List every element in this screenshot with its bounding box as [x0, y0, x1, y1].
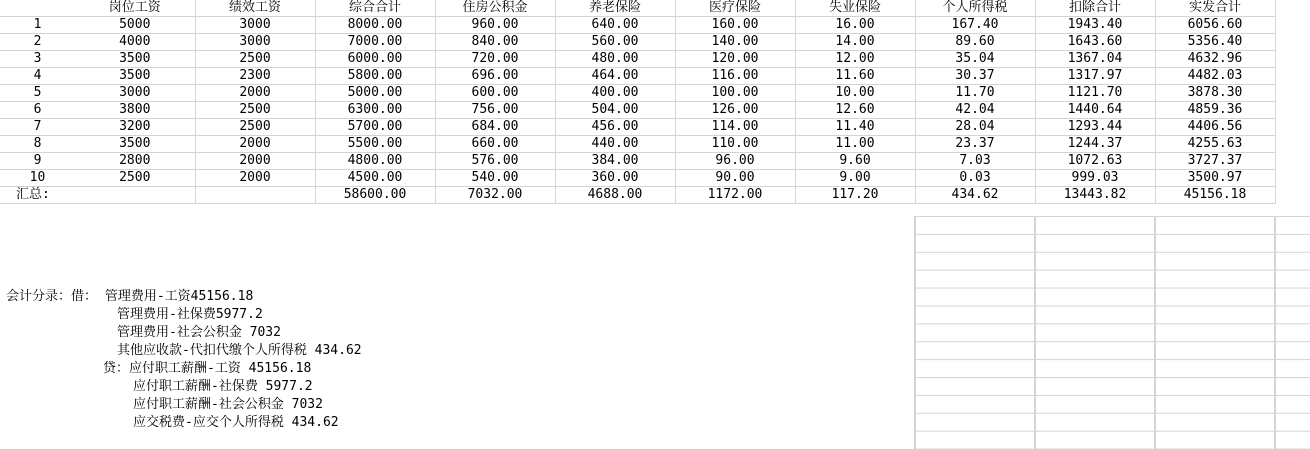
cell[interactable]: 4500.00 — [315, 170, 435, 187]
cell[interactable]: 560.00 — [555, 34, 675, 51]
cell[interactable]: 360.00 — [555, 170, 675, 187]
cell[interactable]: 456.00 — [555, 119, 675, 136]
cell[interactable]: 140.00 — [675, 34, 795, 51]
cell[interactable]: 464.00 — [555, 68, 675, 85]
cell[interactable]: 58600.00 — [315, 187, 435, 204]
cell[interactable]: 7000.00 — [315, 34, 435, 51]
cell[interactable]: 100.00 — [675, 85, 795, 102]
cell[interactable]: 医疗保险 — [675, 0, 795, 17]
cell[interactable]: 696.00 — [435, 68, 555, 85]
cell[interactable]: 3000 — [75, 85, 195, 102]
cell[interactable]: 2300 — [195, 68, 315, 85]
cell[interactable]: 117.20 — [795, 187, 915, 204]
cell[interactable]: 116.00 — [675, 68, 795, 85]
cell[interactable]: 1244.37 — [1035, 136, 1155, 153]
cell[interactable]: 2 — [0, 34, 75, 51]
cell[interactable]: 1317.97 — [1035, 68, 1155, 85]
cell[interactable]: 岗位工资 — [75, 0, 195, 17]
cell[interactable]: 4800.00 — [315, 153, 435, 170]
cell[interactable]: 440.00 — [555, 136, 675, 153]
journal-line[interactable]: 会计分录：借： 管理费用-工资45156.18 — [6, 289, 254, 304]
cell[interactable]: 504.00 — [555, 102, 675, 119]
cell[interactable]: 失业保险 — [795, 0, 915, 17]
journal-line[interactable]: 管理费用-社会公积金 7032 — [117, 325, 281, 340]
cell[interactable] — [75, 187, 195, 204]
cell[interactable]: 160.00 — [675, 17, 795, 34]
cell[interactable]: 28.04 — [915, 119, 1035, 136]
table-row — [0, 85, 1275, 102]
cell[interactable]: 90.00 — [675, 170, 795, 187]
cell[interactable]: 7.03 — [915, 153, 1035, 170]
table-row — [0, 102, 1275, 119]
cell[interactable]: 4000 — [75, 34, 195, 51]
cell[interactable]: 11.60 — [795, 68, 915, 85]
cell[interactable]: 6300.00 — [315, 102, 435, 119]
cell[interactable]: 3500.97 — [1155, 170, 1275, 187]
cell[interactable]: 576.00 — [435, 153, 555, 170]
cell[interactable]: 720.00 — [435, 51, 555, 68]
cell[interactable]: 扣除合计 — [1035, 0, 1155, 17]
cell[interactable]: 3500 — [75, 51, 195, 68]
cell[interactable]: 384.00 — [555, 153, 675, 170]
cell[interactable]: 5500.00 — [315, 136, 435, 153]
cell[interactable]: 96.00 — [675, 153, 795, 170]
cell[interactable]: 6056.60 — [1155, 17, 1275, 34]
cell[interactable]: 3878.30 — [1155, 85, 1275, 102]
journal-line[interactable]: 贷：应付职工薪酬-工资 45156.18 — [103, 361, 312, 376]
cell[interactable]: 4859.36 — [1155, 102, 1275, 119]
cell[interactable]: 3727.37 — [1155, 153, 1275, 170]
cell[interactable]: 960.00 — [435, 17, 555, 34]
summary-row — [0, 187, 1275, 204]
cell[interactable]: 5700.00 — [315, 119, 435, 136]
cell[interactable]: 7032.00 — [435, 187, 555, 204]
cell[interactable]: 2500 — [75, 170, 195, 187]
cell[interactable]: 1440.64 — [1035, 102, 1155, 119]
cell[interactable]: 1121.70 — [1035, 85, 1155, 102]
cell[interactable]: 养老保险 — [555, 0, 675, 17]
cell[interactable]: 16.00 — [795, 17, 915, 34]
cell[interactable]: 个人所得税 — [915, 0, 1035, 17]
cell[interactable]: 5000.00 — [315, 85, 435, 102]
cell[interactable]: 660.00 — [435, 136, 555, 153]
cell[interactable]: 2800 — [75, 153, 195, 170]
cell[interactable]: 0.03 — [915, 170, 1035, 187]
cell[interactable]: 35.04 — [915, 51, 1035, 68]
cell[interactable]: 684.00 — [435, 119, 555, 136]
cell[interactable]: 6 — [0, 102, 75, 119]
table-row — [0, 136, 1275, 153]
journal-line[interactable]: 应付职工薪酬-社会公积金 7032 — [133, 397, 323, 412]
cell[interactable]: 999.03 — [1035, 170, 1155, 187]
cell[interactable]: 9.60 — [795, 153, 915, 170]
cell[interactable]: 5800.00 — [315, 68, 435, 85]
cell[interactable]: 1172.00 — [675, 187, 795, 204]
cell[interactable] — [195, 187, 315, 204]
cell[interactable]: 2500 — [195, 102, 315, 119]
table-row — [0, 34, 1275, 51]
journal-line[interactable]: 其他应收款-代扣代缴个人所得税 434.62 — [117, 343, 362, 358]
cell[interactable]: 540.00 — [435, 170, 555, 187]
cell[interactable]: 10 — [0, 170, 75, 187]
cell[interactable]: 3500 — [75, 136, 195, 153]
table-row — [0, 170, 1275, 187]
cell[interactable]: 2500 — [195, 51, 315, 68]
cell[interactable]: 1367.04 — [1035, 51, 1155, 68]
salary-table[interactable] — [0, 0, 1276, 204]
cell[interactable]: 167.40 — [915, 17, 1035, 34]
cell[interactable]: 9 — [0, 153, 75, 170]
cell[interactable]: 4406.56 — [1155, 119, 1275, 136]
cell[interactable]: 640.00 — [555, 17, 675, 34]
cell[interactable]: 实发合计 — [1155, 0, 1275, 17]
cell[interactable]: 434.62 — [915, 187, 1035, 204]
table-row — [0, 153, 1275, 170]
cell[interactable]: 12.60 — [795, 102, 915, 119]
cell[interactable]: 3 — [0, 51, 75, 68]
cell[interactable]: 12.00 — [795, 51, 915, 68]
empty-cells-grid[interactable] — [914, 216, 1310, 449]
cell[interactable]: 2000 — [195, 85, 315, 102]
cell[interactable]: 10.00 — [795, 85, 915, 102]
cell[interactable]: 5 — [0, 85, 75, 102]
table-row — [0, 68, 1275, 85]
cell[interactable]: 3200 — [75, 119, 195, 136]
cell[interactable]: 42.04 — [915, 102, 1035, 119]
cell[interactable]: 9.00 — [795, 170, 915, 187]
cell[interactable]: 400.00 — [555, 85, 675, 102]
journal-line[interactable]: 管理费用-社保费5977.2 — [117, 307, 263, 322]
cell[interactable]: 120.00 — [675, 51, 795, 68]
cell[interactable]: 2000 — [195, 153, 315, 170]
cell[interactable]: 600.00 — [435, 85, 555, 102]
cell[interactable]: 4688.00 — [555, 187, 675, 204]
cell[interactable]: 11.40 — [795, 119, 915, 136]
cell[interactable] — [0, 0, 75, 17]
table-row — [0, 17, 1275, 34]
cell[interactable]: 2000 — [195, 170, 315, 187]
cell[interactable]: 14.00 — [795, 34, 915, 51]
header-row — [0, 0, 1275, 17]
cell[interactable]: 5000 — [75, 17, 195, 34]
cell[interactable]: 2500 — [195, 119, 315, 136]
cell[interactable]: 绩效工资 — [195, 0, 315, 17]
cell[interactable]: 5356.40 — [1155, 34, 1275, 51]
cell[interactable]: 30.37 — [915, 68, 1035, 85]
journal-line[interactable]: 应付职工薪酬-社保费 5977.2 — [133, 379, 313, 394]
cell[interactable]: 110.00 — [675, 136, 795, 153]
cell[interactable]: 756.00 — [435, 102, 555, 119]
cell[interactable]: 6000.00 — [315, 51, 435, 68]
cell[interactable]: 11.00 — [795, 136, 915, 153]
cell[interactable]: 114.00 — [675, 119, 795, 136]
cell[interactable]: 1072.63 — [1035, 153, 1155, 170]
cell[interactable]: 3000 — [195, 34, 315, 51]
cell[interactable]: 7 — [0, 119, 75, 136]
table-row — [0, 119, 1275, 136]
cell[interactable]: 1643.60 — [1035, 34, 1155, 51]
cell[interactable]: 126.00 — [675, 102, 795, 119]
cell[interactable]: 综合合计 — [315, 0, 435, 17]
cell[interactable]: 8000.00 — [315, 17, 435, 34]
cell[interactable]: 45156.18 — [1155, 187, 1275, 204]
cell[interactable]: 89.60 — [915, 34, 1035, 51]
cell[interactable]: 13443.82 — [1035, 187, 1155, 204]
cell[interactable]: 汇总: — [0, 187, 75, 204]
cell[interactable]: 4482.03 — [1155, 68, 1275, 85]
cell[interactable]: 11.70 — [915, 85, 1035, 102]
cell[interactable]: 1 — [0, 17, 75, 34]
cell[interactable]: 8 — [0, 136, 75, 153]
cell[interactable]: 4255.63 — [1155, 136, 1275, 153]
cell[interactable]: 23.37 — [915, 136, 1035, 153]
cell[interactable]: 3000 — [195, 17, 315, 34]
cell[interactable]: 480.00 — [555, 51, 675, 68]
table-row — [0, 51, 1275, 68]
cell[interactable]: 4632.96 — [1155, 51, 1275, 68]
cell[interactable]: 2000 — [195, 136, 315, 153]
cell[interactable]: 3800 — [75, 102, 195, 119]
journal-line[interactable]: 应交税费-应交个人所得税 434.62 — [133, 415, 339, 430]
cell[interactable]: 840.00 — [435, 34, 555, 51]
cell[interactable]: 1293.44 — [1035, 119, 1155, 136]
cell[interactable]: 4 — [0, 68, 75, 85]
cell[interactable]: 3500 — [75, 68, 195, 85]
cell[interactable]: 住房公积金 — [435, 0, 555, 17]
cell[interactable]: 1943.40 — [1035, 17, 1155, 34]
